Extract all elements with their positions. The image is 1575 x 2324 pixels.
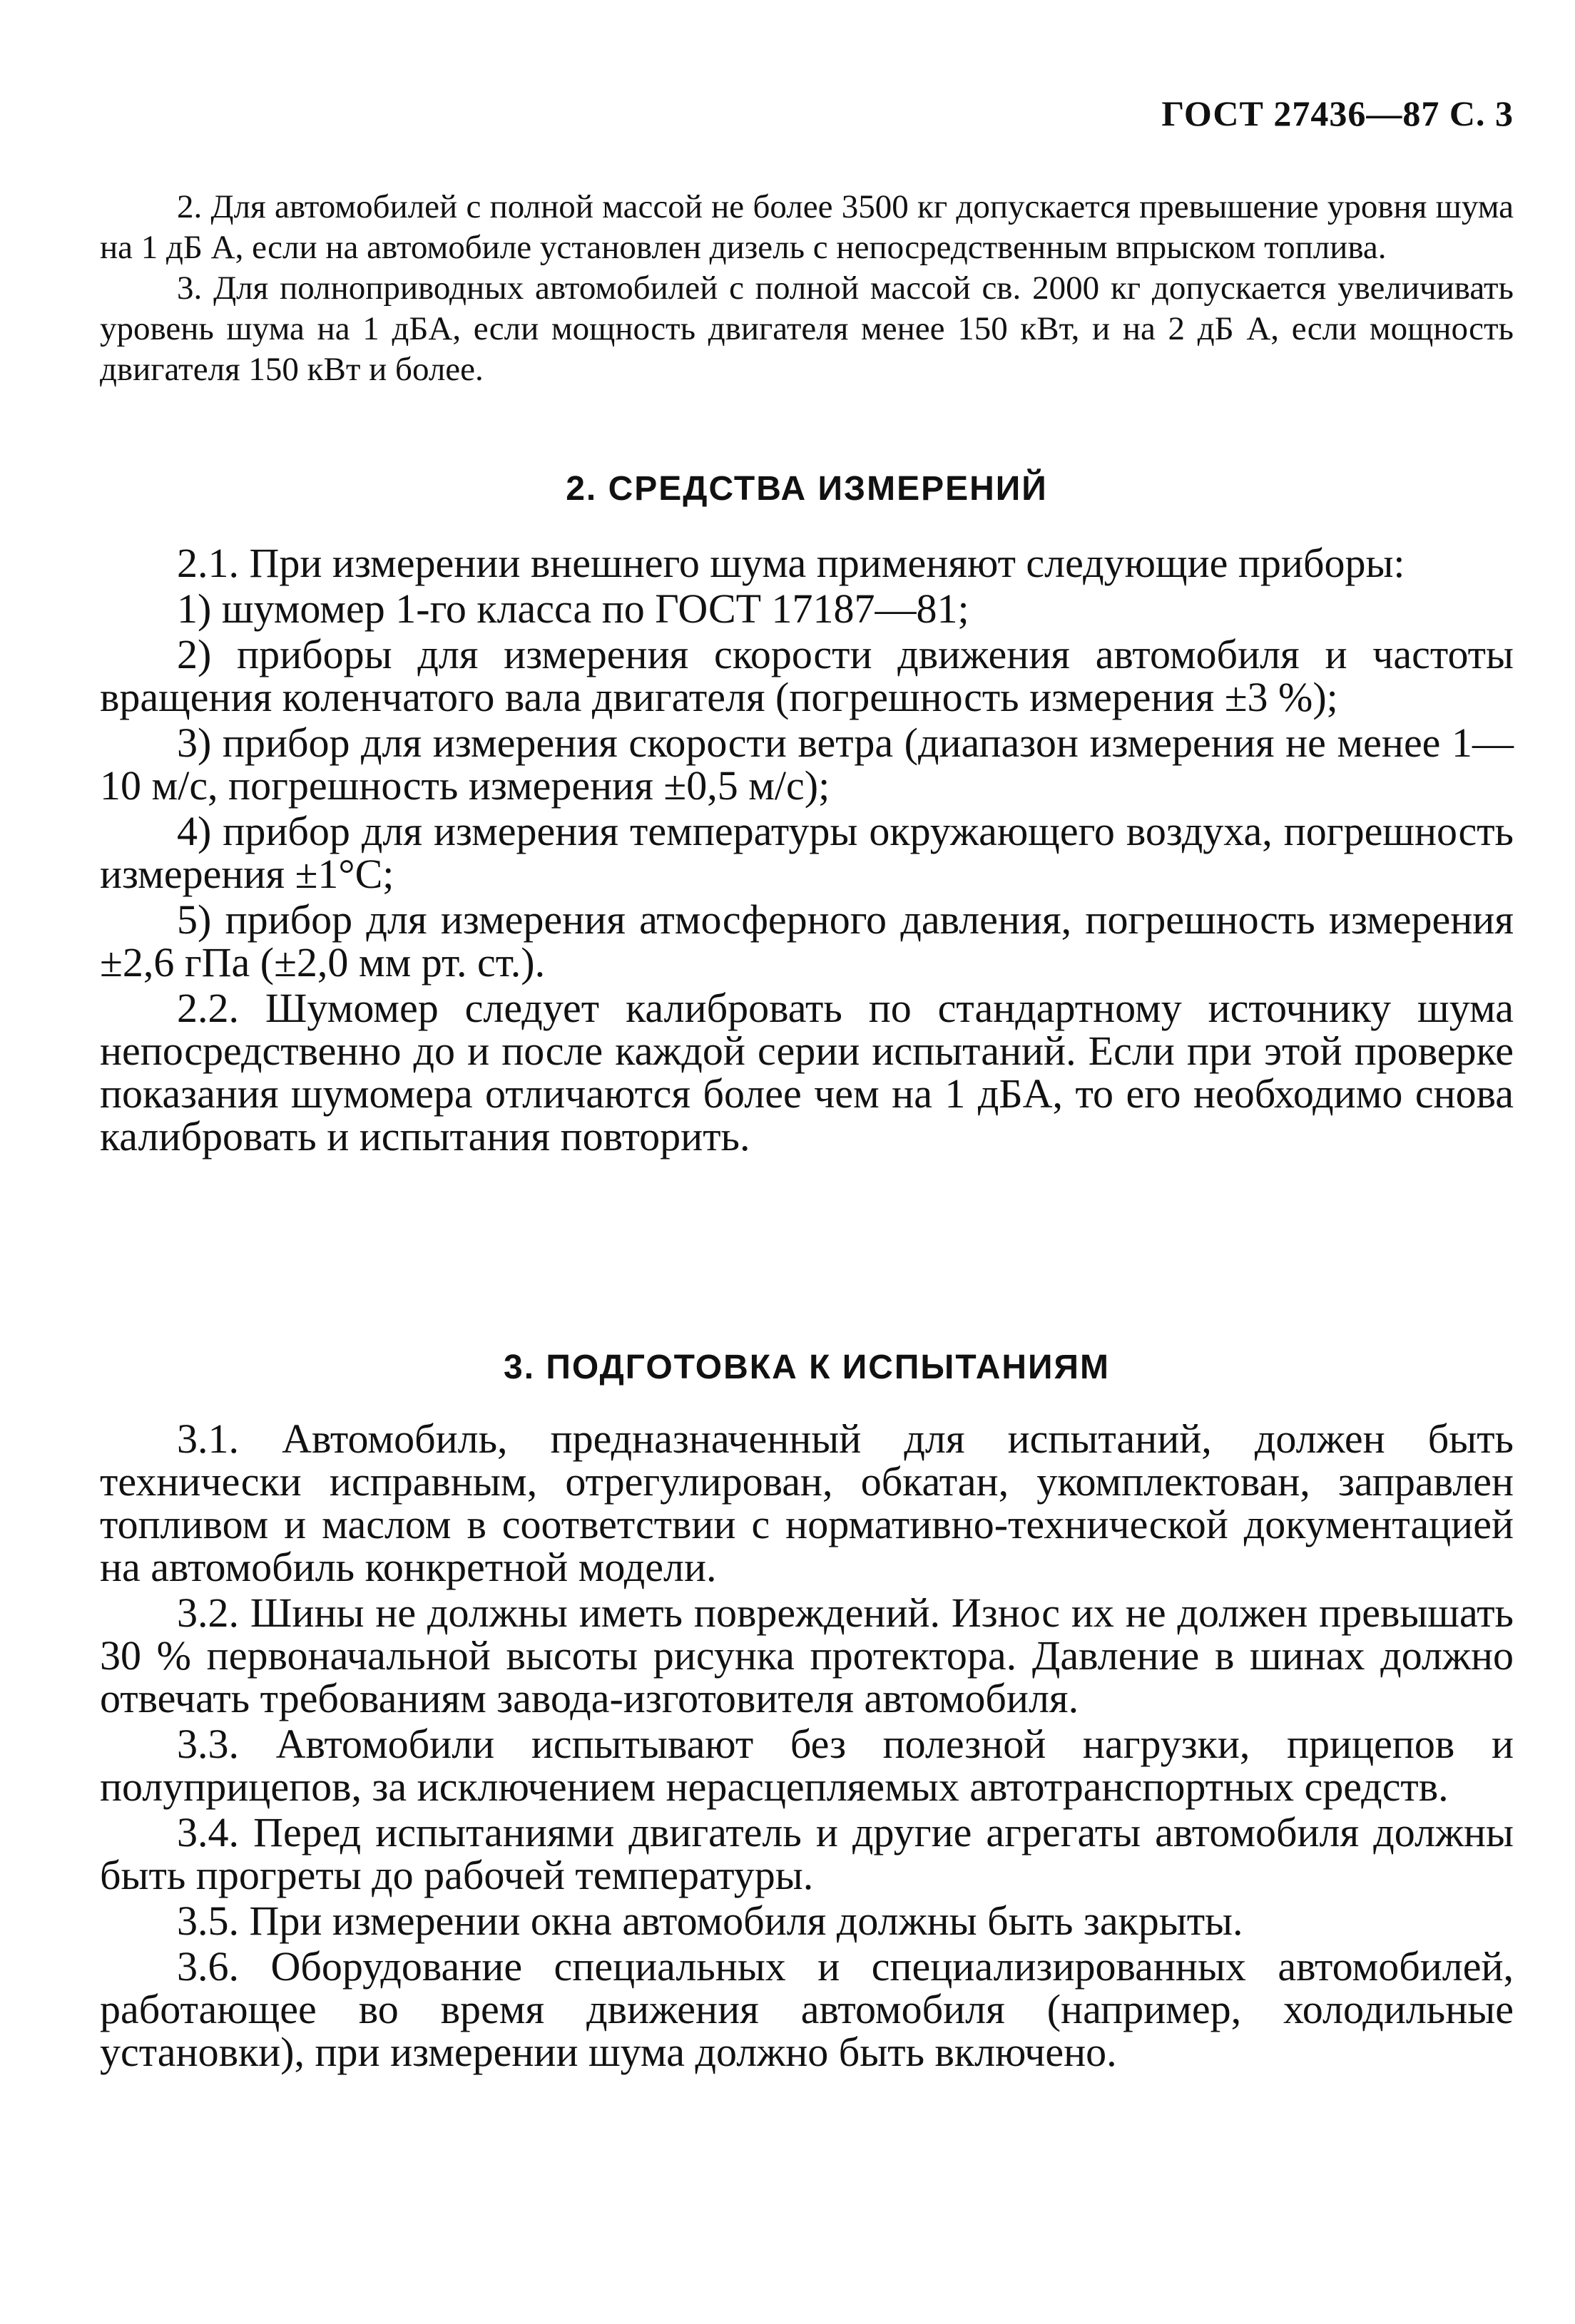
paragraph-3-6: 3.6. Оборудование специальных и специализированных автомобилей, работающее во время движения автомобиля (например, холодильные установки), при измерении шума должно быть включено.: [100, 1943, 1514, 2075]
list-item-2-1-1: 1) шумомер 1-го класса по ГОСТ 17187—81;: [177, 585, 969, 632]
section-3-title: 3. ПОДГОТОВКА К ИСПЫТАНИЯМ: [504, 1348, 1110, 1386]
section-3-body: [100, 1418, 1514, 2077]
note-3: 3. Для полноприводных автомобилей с полной массой св. 2000 кг допускается увеличивать уровень шума на 1 дБA, если мощность двигателя менее 150 кВт, и на 2 дБ A, если мощность двигателя 150 кВт и более.: [100, 270, 1514, 388]
paragraph-2-2: 2.2. Шумомер следует калибровать по стандартному источнику шума непосредственно до и после каждой серии испытаний. Если при этой проверке показания шумомера отличаются более чем на 1 дБA, то его необходимо снова калибровать и испытания повторить.: [100, 985, 1514, 1160]
paragraph-2-1: 2.1. При измерении внешнего шума применяют следующие приборы:: [177, 540, 1405, 586]
section-2-body: [100, 542, 1514, 1161]
paragraph-3-3: 3.3. Автомобили испытывают без полезной нагрузки, прицепов и полуприцепов, за исключением нерасцепляемых автотранспортных средств.: [100, 1721, 1514, 1810]
notes-block: [100, 187, 1514, 390]
paragraph-3-2: 3.2. Шины не должны иметь повреждений. Износ их не должен превышать 30 % первоначальной высоты рисунка протектора. Давление в шинах должно отвечать требованиям завода-изготовителя автомобиля.: [100, 1590, 1514, 1721]
paragraph-3-1: 3.1. Автомобиль, предназначенный для испытаний, должен быть технически исправным, отрегулирован, обкатан, укомплектован, заправлен топливом и маслом в соответствии с нормативно-технической документацией на автомобиль конкретной модели.: [100, 1416, 1514, 1590]
list-item-2-1-5: 5) прибор для измерения атмосферного давления, погрешность измерения ±2,6 гПа (±2,0 мм рт. ст.).: [100, 896, 1514, 986]
paragraph-3-5: 3.5. При измерении окна автомобиля должны быть закрыты.: [177, 1898, 1243, 1944]
list-item-2-1-2: 2) приборы для измерения скорости движения автомобиля и частоты вращения коленчатого вала двигателя (погрешность измерения ±3 %);: [100, 631, 1514, 720]
note-2: 2. Для автомобилей с полной массой не более 3500 кг допускается превышение уровня шума на 1 дБ A, если на автомобиле установлен дизель с непосредственным впрыском топлива.: [100, 188, 1514, 266]
list-item-2-1-4: 4) прибор для измерения температуры окружающего воздуха, погрешность измерения ±1°С;: [100, 808, 1514, 897]
page-header-standard-code: ГОСТ 27436—87 С. 3: [1161, 93, 1514, 133]
list-item-2-1-3: 3) прибор для измерения скорости ветра (диапазон измерения не менее 1—10 м/с, погрешность измерения ±0,5 м/с);: [100, 720, 1514, 809]
section-2-title: 2. СРЕДСТВА ИЗМЕРЕНИЙ: [566, 470, 1048, 508]
paragraph-3-4: 3.4. Перед испытаниями двигатель и другие агрегаты автомобиля должны быть прогреты до рабочей температуры.: [100, 1809, 1514, 1898]
